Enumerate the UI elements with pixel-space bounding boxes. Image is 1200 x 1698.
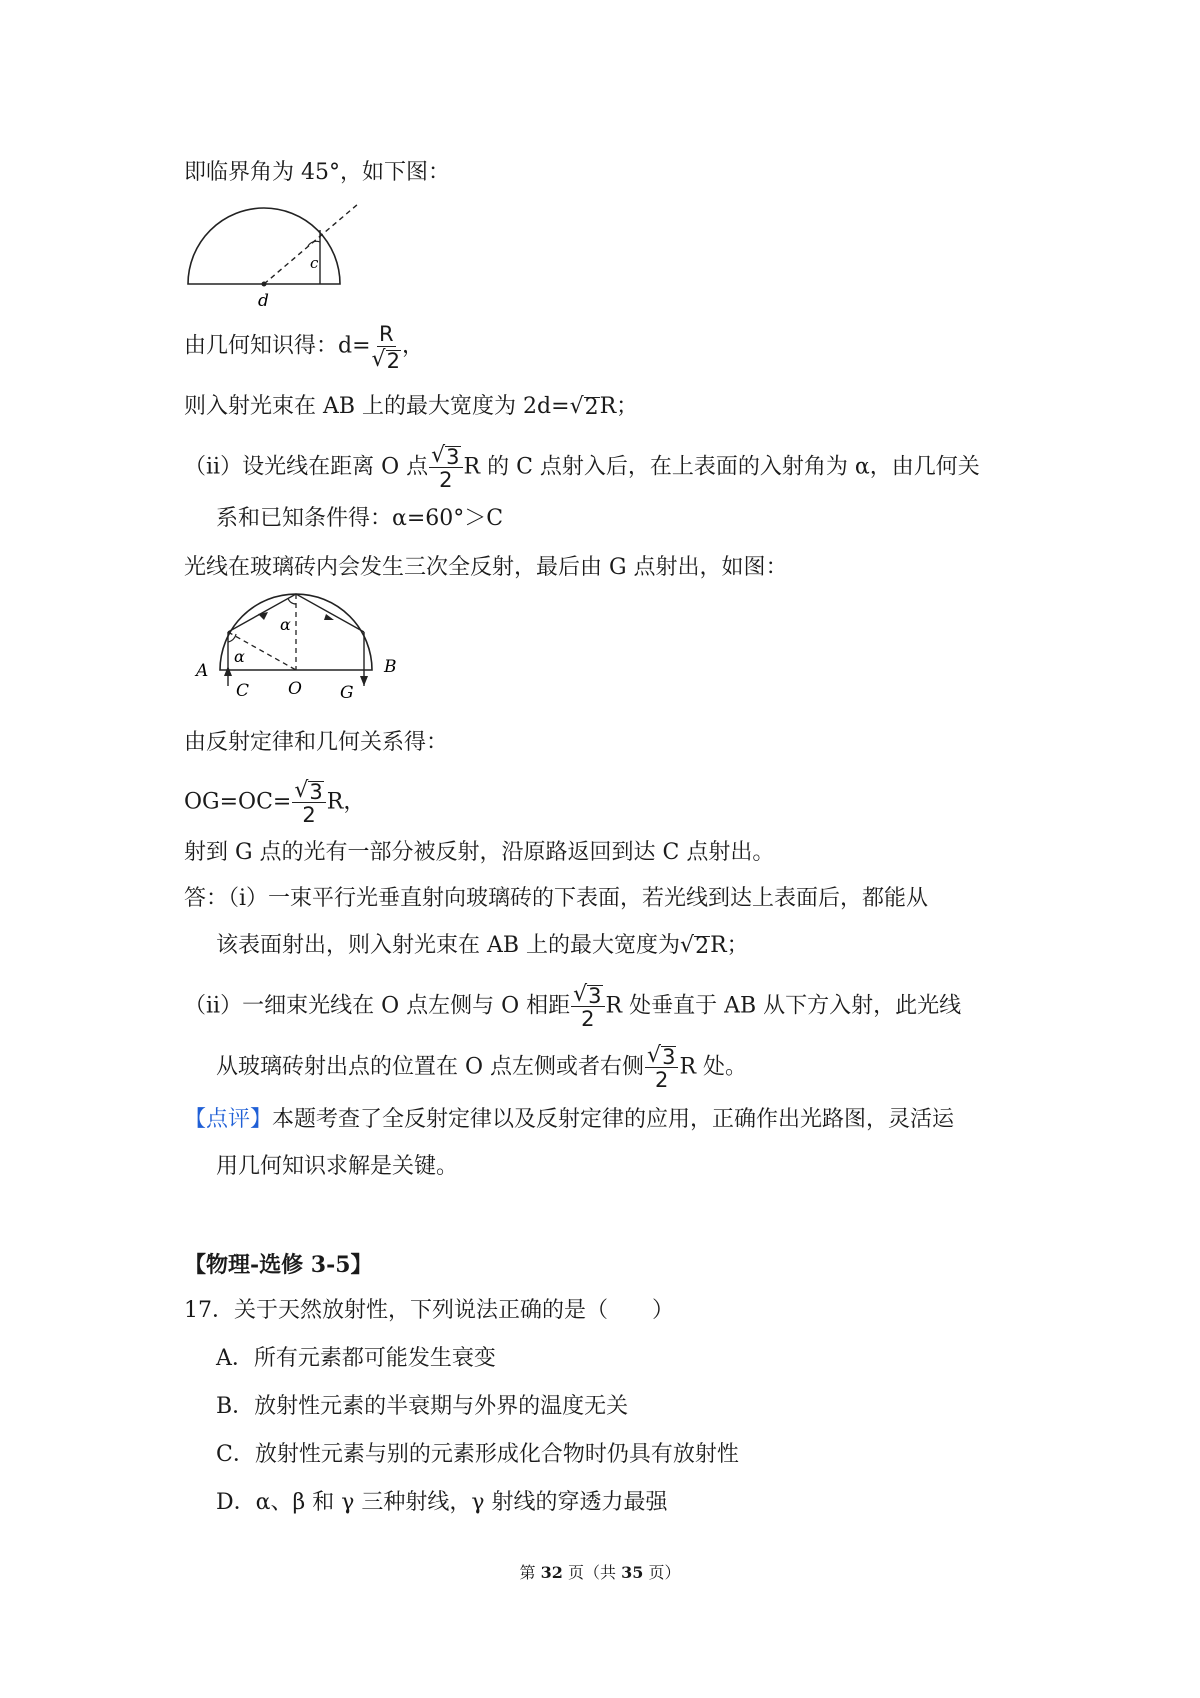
text-line-g-point: 射到 G 点的光有一部分被反射，沿原路返回到达 C 点射出。 [184, 840, 775, 865]
text-line-part-ii: （ii）设光线在距离 O 点 √ 3 2 R 的 C 点射入后，在上表面的入射角为 α，由几何关 [184, 443, 980, 492]
sqrt-2: √ 2 [680, 933, 710, 959]
text-line-alpha-condition: 系和已知条件得：α=60°＞C [216, 506, 504, 531]
label-alpha-top: α [280, 615, 291, 634]
label-alpha-left: α [234, 647, 245, 666]
semicircle-reflection-figure [180, 580, 410, 700]
fraction-root3-over-2: √ 3 2 [645, 1043, 678, 1092]
text-line-max-width: 则入射光束在 AB 上的最大宽度为 2d= √ 2 R； [184, 394, 639, 420]
text-line-answer-i: 答：（i）一束平行光垂直射向玻璃砖的下表面，若光线到达上表面后，都能从 [184, 886, 929, 911]
angle-arc [308, 241, 320, 246]
point-d [262, 282, 267, 287]
label-d: d [258, 291, 269, 308]
label-b: B [384, 657, 397, 677]
text-line-comment: 【点评】本题考查了全反射定律以及反射定律的应用，正确作出光路图，灵活运 [184, 1107, 955, 1132]
angle-arc-2 [288, 598, 296, 604]
angle-arc-1 [228, 634, 236, 642]
section-heading: 【物理-选修 3-5】 [184, 1252, 373, 1278]
text-line-total-reflection: 光线在玻璃砖内会发生三次全反射，最后由 G 点射出，如图： [184, 555, 788, 580]
fraction-root3-over-2: √ 3 2 [292, 778, 325, 827]
semicircle-critical-angle-figure [180, 198, 360, 308]
page-footer: 第 32 页（共 35 页） [519, 1563, 681, 1582]
option-b: B．放射性元素的半衰期与外界的温度无关 [216, 1394, 629, 1419]
text-line-comment-cont: 用几何知识求解是关键。 [216, 1154, 459, 1179]
label-c: c [310, 254, 319, 272]
arrow-up-c [224, 666, 232, 676]
total-pages: 35 [621, 1563, 644, 1582]
text-line-critical-angle: 即临界角为 45°，如下图： [184, 160, 450, 185]
sqrt-2: √ 2 [569, 394, 599, 420]
text-line-answer-ii-cont: 从玻璃砖射出点的位置在 O 点左侧或者右侧 √ 3 2 R 处。 [216, 1043, 747, 1092]
text-line-answer-i-cont: 该表面射出，则入射光束在 AB 上的最大宽度为 √ 2 R； [216, 933, 749, 959]
label-a: A [196, 661, 209, 681]
option-c: C．放射性元素与别的元素形成化合物时仍具有放射性 [216, 1442, 739, 1467]
option-a: A．所有元素都可能发生衰变 [216, 1346, 496, 1371]
label-c: C [236, 681, 250, 700]
text-line-og-oc: OG=OC= √ 3 2 R， [184, 778, 366, 827]
label-g: G [340, 683, 354, 700]
semicircle-outline [188, 208, 340, 284]
current-page: 32 [540, 1563, 563, 1582]
arrow-down-g [360, 676, 368, 686]
arrow-path-1 [258, 612, 268, 620]
text-line-answer-ii: （ii）一细束光线在 O 点左侧与 O 相距 √ 3 2 R 处垂直于 AB 从下方入射，此光线 [184, 982, 962, 1031]
text-line-d-formula: 由几何知识得：d= R √ 2 ， [184, 322, 424, 373]
fraction-root3-over-2: √ 3 2 [571, 982, 604, 1031]
label-o: O [288, 679, 302, 699]
option-d: D．α、β 和 γ 三种射线，γ 射线的穿透力最强 [216, 1490, 668, 1515]
fraction-root3-over-2: √ 3 2 [429, 443, 462, 492]
text-line-reflection-law: 由反射定律和几何关系得： [184, 730, 449, 755]
dashed-ray [264, 204, 358, 284]
question-17: 17．关于天然放射性，下列说法正确的是（ ） [184, 1298, 674, 1323]
fraction-r-over-root2: R √ 2 [371, 322, 400, 373]
comment-tag: 【点评】 [184, 1107, 273, 1132]
